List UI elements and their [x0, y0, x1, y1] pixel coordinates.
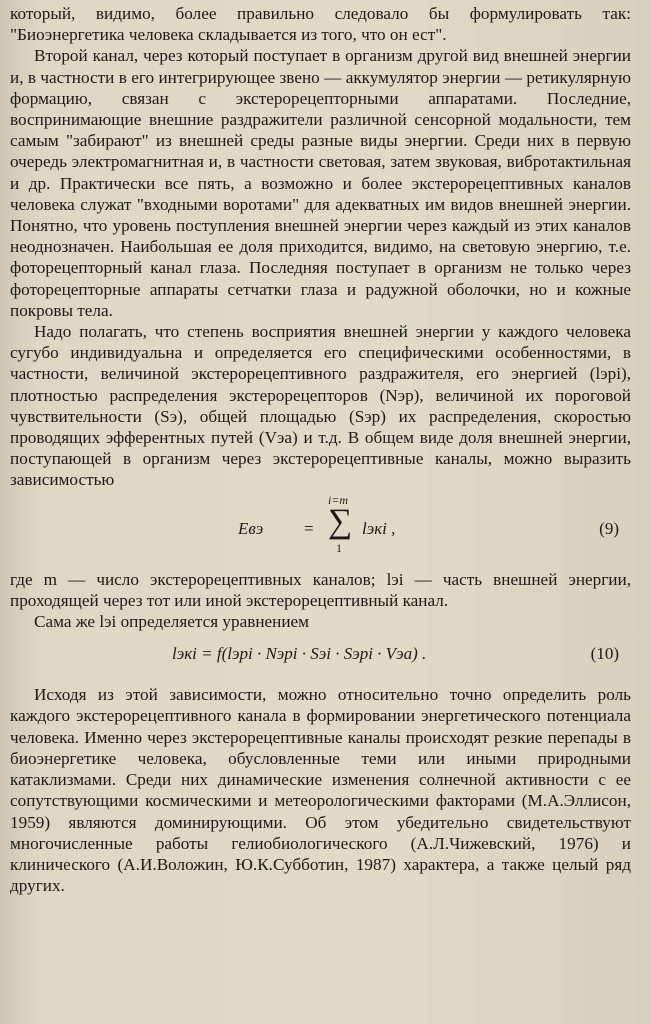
formula-9-sum-lower-limit: 1	[336, 540, 342, 555]
formula-9-term: lэкi ,	[362, 518, 396, 538]
paragraph-3: Надо полагать, что степень восприятия внешней энергии у каждого человека сугубо индивидуальна и определяется его специфическими особенностями, в частности, величиной экстерорецептивного раздражителя, его энергией (lэрi), плотностью распределения экстерорецепторов (Nэр), величиной их пороговой чувствительности (Sэ), общей площадью (Sэр) их распределения, скоростью проводящих эфферентных путей (Vэа) и т.д. В общем виде доля внешней энергии, поступающей в организм через экстерорецептивные каналы, можно выразить зависимостью	[10, 322, 631, 490]
formula-10-expression: lэкi = f(lэрi · Nэрi · Sэi · Sэрi · Vэа) .	[172, 644, 427, 664]
formula-9-lhs: Eвэ	[238, 518, 264, 538]
paragraph-2: Второй канал, через который поступает в организм другой вид внешней энергии и, в частности в его интегрирующее звено — аккумулятор энергии — ретикулярную формацию, связан с экстерорецепторными аппаратами. Последние, воспринимающие внешние раздражители различной сенсорной модальности, тем самым "забирают" из внешней среды разные виды энергии. Среди них в первую очередь электромагнитная и, в частности световая, затем звуковая, вибротактильная и др. Практически все пять, а возможно и более экстерорецептивных каналов человека служат "входными воротами" для адекватных им видов внешней энергии. Понятно, что уровень поступления внешней энергии через каждый из этих каналов неоднозначен. Наибольшая ее доля приходится, видимо, на световую энергию, т.е. фоторецепторный канал глаза. Последняя поступает в организм не только через фоторецепторные аппараты сетчатки глаза и радужной оболочки, но и кожные покровы тела.	[10, 46, 631, 320]
formula-9	[10, 491, 631, 569]
formula-10-number: (10)	[590, 644, 619, 664]
paragraph-6: Исходя из этой зависимости, можно относительно точно определить роль каждого экстерорецептивного канала в формировании энергетического потенциала человека. Именно через экстерорецептивные каналы происходят резкие перепады в биоэнергетике человека, обусловленные теми или иными природными катаклизмами. Среди них динамические изменения солнечной активности с ее сопутствующими космическими и метеорологическими факторами (М.А.Эллисон, 1959) являются доминирующими. Об этом убедительно свидетельствуют многочисленные работы гелиобиологического (А.Л.Чижевский, 1976) и клинического (А.И.Воложин, Ю.К.Субботин, 1987) характера, а также целый ряд других.	[10, 685, 631, 896]
paragraph-1: который, видимо, более правильно следовало бы формулировать так: "Биоэнергетика человека складывается из того, что он ест".	[10, 4, 631, 45]
paragraph-4: где m — число экстерорецептивных каналов; lэi — часть внешней энергии, проходящей через тот или иной экстерорецептивный канал.	[10, 569, 631, 610]
formula-9-sum-sign: ∑	[328, 502, 353, 540]
formula-9-number: (9)	[599, 518, 619, 538]
formula-9-equals: =	[304, 518, 314, 538]
formula-10	[10, 632, 631, 678]
paragraph-5: Сама же lэi определяется уравнением	[34, 612, 310, 632]
formula-9-sum-upper-limit: i=m	[328, 492, 349, 507]
